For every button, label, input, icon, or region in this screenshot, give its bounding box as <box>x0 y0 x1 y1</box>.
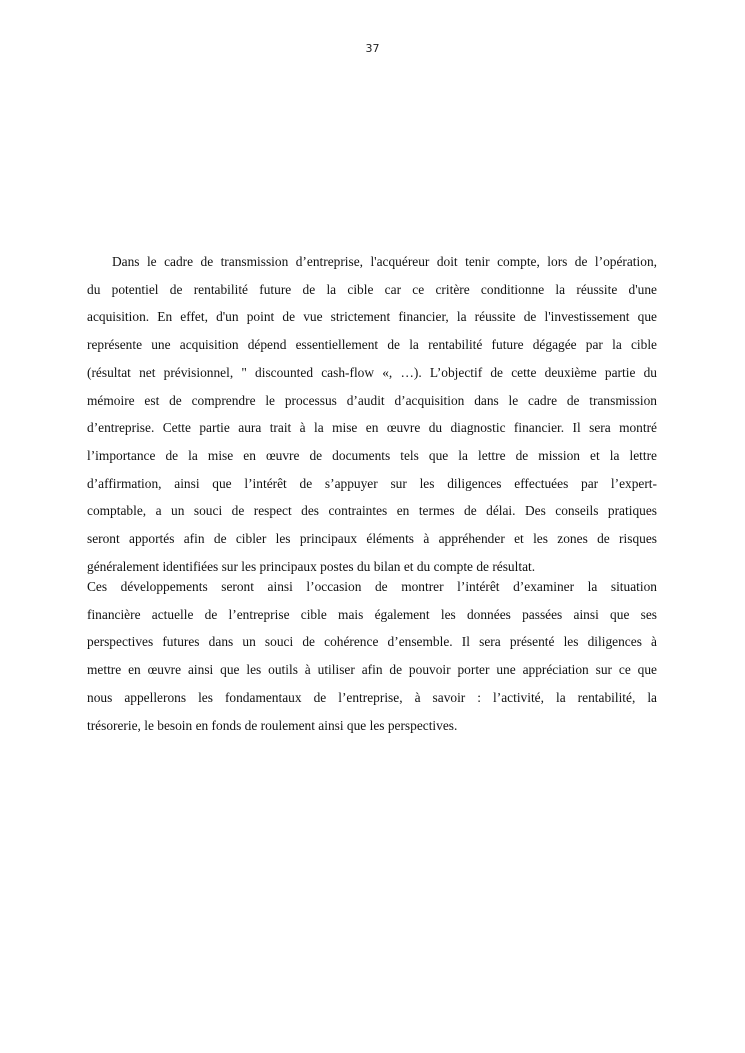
text-line: généralement identifiées sur les principaux postes du bilan et du compte de résultat. <box>87 558 536 574</box>
text-line: (résultat net prévisionnel, " discounted cash-flow «, …). L’objectif de cette deuxième partie du <box>87 364 657 380</box>
text-line: mémoire est de comprendre le processus d’audit d’acquisition dans le cadre de transmission <box>87 392 657 408</box>
text-line: Dans le cadre de transmission d’entreprise, l'acquéreur doit tenir compte, lors de l’opération, <box>112 254 657 269</box>
text-line: nous appellerons les fondamentaux de l’entreprise, à savoir : l’activité, la rentabilité, la <box>87 689 657 705</box>
text-line: l’importance de la mise en œuvre de documents tels que la lettre de mission et la lettre <box>87 447 657 463</box>
text-line: d’affirmation, ainsi que l’intérêt de s’appuyer sur les diligences effectuées par l’expert- <box>87 475 657 491</box>
paragraph-developments <box>87 573 657 739</box>
paragraph-introduction <box>87 248 657 580</box>
text-line: du potentiel de rentabilité future de la cible car ce critère conditionne la réussite d'une <box>87 281 657 297</box>
text-line: acquisition. En effet, d'un point de vue strictement financier, la réussite de l'investissement que <box>87 309 657 325</box>
text-line: financière actuelle de l’entreprise cible mais également les données passées ainsi que ses <box>87 606 657 622</box>
text-line: d’entreprise. Cette partie aura trait à la mise en œuvre du diagnostic financier. Il sera montré <box>87 420 657 436</box>
text-line: perspectives futures dans un souci de cohérence d’ensemble. Il sera présenté les diligences à <box>87 634 657 650</box>
text-line: comptable, a un souci de respect des contraintes en termes de délai. Des conseils pratiques <box>87 503 657 519</box>
page-number: 37 <box>365 42 380 55</box>
text-line: trésorerie, le besoin en fonds de roulement ainsi que les perspectives. <box>87 717 458 733</box>
text-line: seront apportés afin de cibler les principaux éléments à appréhender et les zones de risques <box>87 531 657 547</box>
text-line: mettre en œuvre ainsi que les outils à utiliser afin de pouvoir porter une appréciation sur ce que <box>87 662 657 678</box>
text-line: Ces développements seront ainsi l’occasion de montrer l’intérêt d’examiner la situation <box>87 579 657 594</box>
text-line: représente une acquisition dépend essentiellement de la rentabilité future dégagée par la cible <box>87 337 657 353</box>
